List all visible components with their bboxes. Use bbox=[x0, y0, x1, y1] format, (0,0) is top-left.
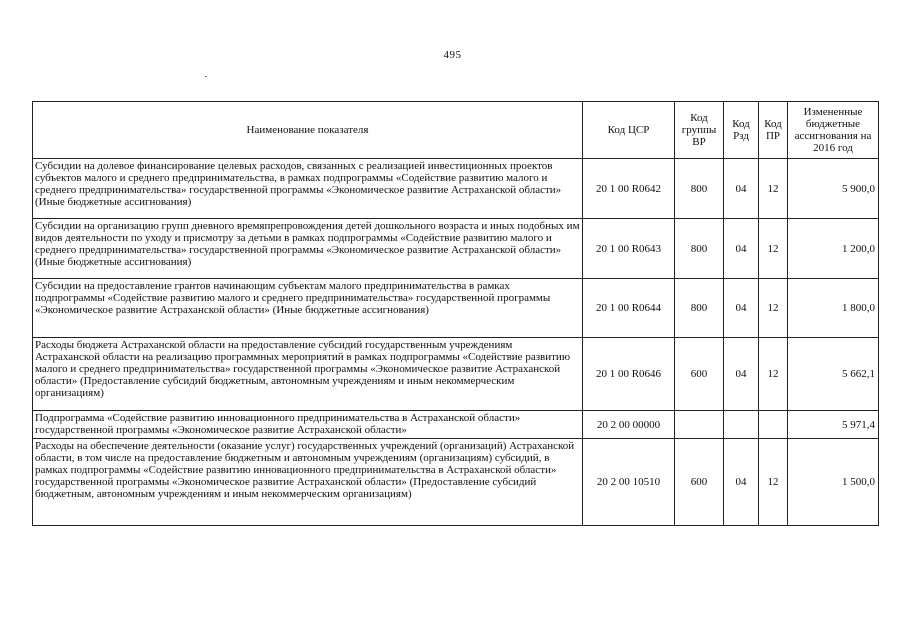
row-csr: 20 1 00 R0643 bbox=[583, 219, 675, 279]
header-pr: Код ПР bbox=[759, 102, 788, 159]
row-name: Субсидии на долевое финансирование целевых расходов, связанных с реализацией инвестиционных проектов субъектов малого и среднего предпринимательства, в рамках подпрограммы «Содействие развитию малого и среднего предпринимательства» государственной программы «Экономическое развитие Астраханской области» (Иные бюджетные ассигнования) bbox=[33, 159, 583, 219]
row-amount: 5 971,4 bbox=[788, 411, 879, 439]
row-rzd: 04 bbox=[724, 338, 759, 411]
row-amount: 1 800,0 bbox=[788, 279, 879, 338]
header-name: Наименование показателя bbox=[33, 102, 583, 159]
row-rzd bbox=[724, 411, 759, 439]
header-rzd: Код Рзд bbox=[724, 102, 759, 159]
row-pr bbox=[759, 411, 788, 439]
row-vr: 800 bbox=[675, 219, 724, 279]
row-pr: 12 bbox=[759, 439, 788, 526]
row-pr: 12 bbox=[759, 279, 788, 338]
budget-table bbox=[32, 101, 879, 526]
row-pr: 12 bbox=[759, 338, 788, 411]
row-amount: 5 662,1 bbox=[788, 338, 879, 411]
table-row bbox=[33, 338, 879, 411]
row-csr: 20 1 00 R0642 bbox=[583, 159, 675, 219]
row-rzd: 04 bbox=[724, 159, 759, 219]
row-rzd: 04 bbox=[724, 219, 759, 279]
row-csr: 20 2 00 00000 bbox=[583, 411, 675, 439]
row-rzd: 04 bbox=[724, 439, 759, 526]
table-row bbox=[33, 219, 879, 279]
row-name: Расходы бюджета Астраханской области на предоставление субсидий государственным учреждениям Астраханской области на реализацию программных мероприятий в рамках подпрограммы «Содействие развитию малого и среднего предпринимательства» государственной программы «Экономическое развитие Астраханской области» (Предоставление субсидий бюджетным, автономным учреждениям и иным некоммерческим организациям) bbox=[33, 338, 583, 411]
row-csr: 20 1 00 R0646 bbox=[583, 338, 675, 411]
row-vr: 800 bbox=[675, 279, 724, 338]
row-vr: 800 bbox=[675, 159, 724, 219]
table-row bbox=[33, 411, 879, 439]
row-pr: 12 bbox=[759, 219, 788, 279]
row-amount: 1 500,0 bbox=[788, 439, 879, 526]
row-pr: 12 bbox=[759, 159, 788, 219]
row-amount: 5 900,0 bbox=[788, 159, 879, 219]
header-vr: Код группы ВР bbox=[675, 102, 724, 159]
row-csr: 20 1 00 R0644 bbox=[583, 279, 675, 338]
row-amount: 1 200,0 bbox=[788, 219, 879, 279]
row-csr: 20 2 00 10510 bbox=[583, 439, 675, 526]
row-name: Субсидии на предоставление грантов начинающим субъектам малого предпринимательства в рамках подпрограммы «Содействие развитию малого и среднего предпринимательства» государственной программы «Экономическое развитие Астраханской области» (Иные бюджетные ассигнования) bbox=[33, 279, 583, 338]
table-row bbox=[33, 439, 879, 526]
row-name: Подпрограмма «Содействие развитию инновационного предпринимательства в Астраханской области» государственной программы «Экономическое развитие Астраханской области» bbox=[33, 411, 583, 439]
table-header-row bbox=[33, 102, 879, 159]
row-rzd: 04 bbox=[724, 279, 759, 338]
scan-speck bbox=[205, 76, 207, 77]
header-amount: Измененные бюджетные ассигнования на 2016 год bbox=[788, 102, 879, 159]
page-number: 495 bbox=[443, 49, 462, 61]
header-csr: Код ЦСР bbox=[583, 102, 675, 159]
table-row bbox=[33, 159, 879, 219]
row-vr bbox=[675, 411, 724, 439]
row-vr: 600 bbox=[675, 439, 724, 526]
row-name: Субсидии на организацию групп дневного времяпрепровождения детей дошкольного возраста и иных подобных им видов деятельности по уходу и присмотру за детьми в рамках подпрограммы «Содействие развитию малого и среднего предпринимательства» государственной программы «Экономическое развитие Астраханской области» (Иные бюджетные ассигнования) bbox=[33, 219, 583, 279]
table-row bbox=[33, 279, 879, 338]
row-name: Расходы на обеспечение деятельности (оказание услуг) государственных учреждений (организаций) Астраханской области, в том числе на предоставление бюджетным и автономным учреждениям (организациям) субсидий, в рамках подпрограммы «Содействие развитию инновационного предпринимательства в Астраханской области» государственной программы «Экономическое развитие Астраханской области» (Предоставление субсидий бюджетным, автономным учреждениям и иным некоммерческим организациям) bbox=[33, 439, 583, 526]
row-vr: 600 bbox=[675, 338, 724, 411]
